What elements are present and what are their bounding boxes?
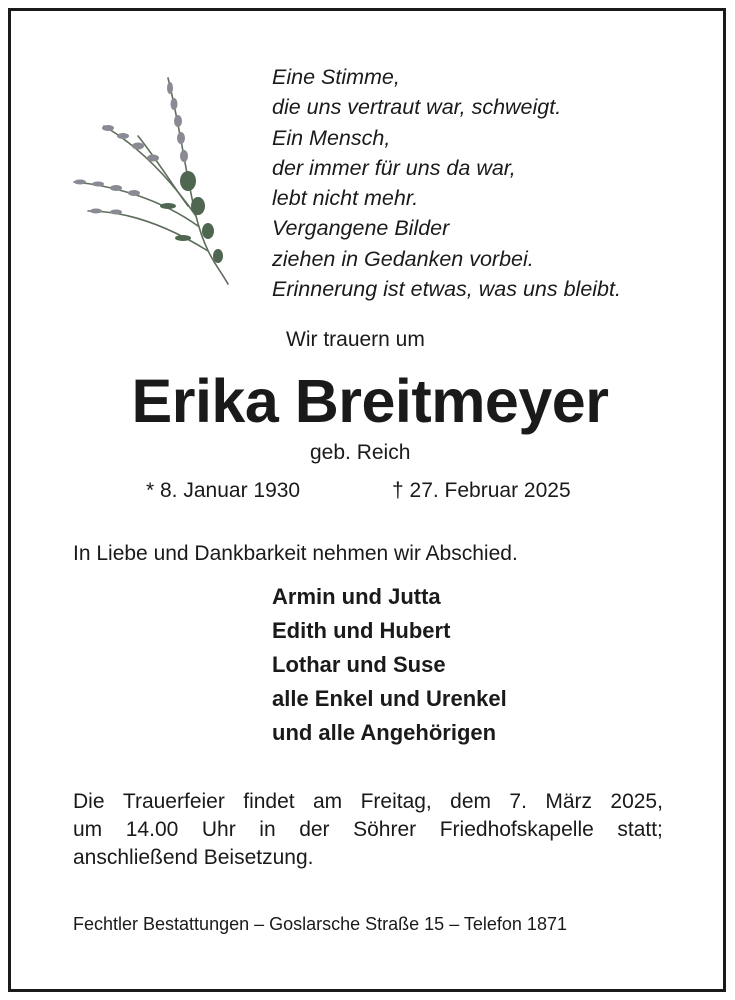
word: Trauerfeier [122,790,225,813]
word: Friedhofskapelle [439,818,594,841]
poem-line: der immer für uns da war, [272,155,516,180]
word: statt; [617,818,663,841]
birth-date: * 8. Januar 1930 [146,479,301,502]
intro-text: Wir trauern um [286,328,425,351]
word: dem [450,790,492,813]
word: 7. [509,790,527,813]
word: 14.00 [125,818,179,841]
farewell-text: In Liebe und Dankbarkeit nehmen wir Abschied. [73,542,518,565]
heather-branch-icon [68,66,240,288]
word: März [545,790,592,813]
notice-line-3: anschließend Beisetzung. [73,846,314,869]
word: Söhrer [353,818,417,841]
mourner: Armin und Jutta [272,584,441,609]
mourner: Edith und Hubert [272,618,451,643]
death-date: † 27. Februar 2025 [392,479,571,502]
poem-line: Eine Stimme, [272,65,400,89]
word: um [73,818,103,841]
word: in [259,818,276,841]
maiden-name: geb. Reich [310,441,411,464]
mourners-list [272,580,507,750]
poem-line: lebt nicht mehr. [272,186,419,211]
poem-line: die uns vertraut war, schweigt. [272,95,562,120]
word: der [299,818,330,841]
poem-line: Vergangene Bilder [272,216,450,241]
funeral-notice [73,788,663,872]
notice-line-2 [73,816,663,844]
mourner: alle Enkel und Urenkel [272,686,507,711]
poem [272,62,621,304]
poem-line: Erinnerung ist etwas, was uns bleibt. [272,277,621,302]
poem-line: Ein Mensch, [272,125,391,150]
word: Die [73,790,105,813]
word: findet [243,790,295,813]
mourner: und alle Angehörigen [272,720,497,745]
word: am [313,790,343,813]
poem-line: ziehen in Gedanken vorbei. [272,246,534,271]
funeral-home-info: Fechtler Bestattungen – Goslarsche Straße 15 – Telefon 1871 [73,914,567,934]
word: 2025, [610,790,663,813]
word: Uhr [201,818,236,841]
mourner: Lothar und Suse [272,652,446,677]
notice-line-1 [73,788,663,816]
deceased-name: Erika Breitmeyer [131,367,609,435]
word: Freitag, [360,790,432,813]
